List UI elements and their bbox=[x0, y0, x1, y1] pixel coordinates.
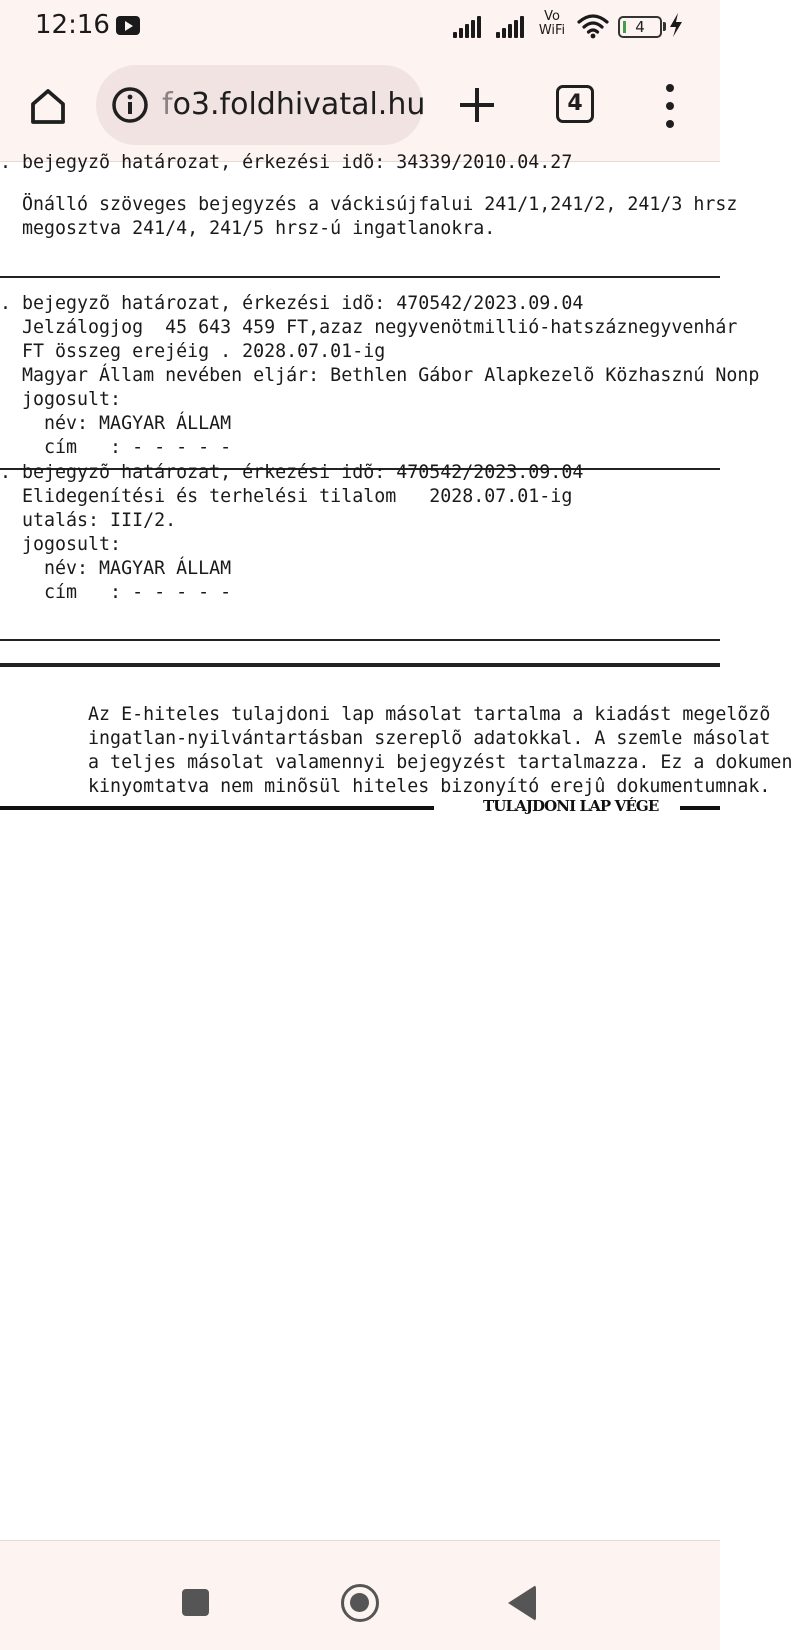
footer-note-line: kinyomtatva nem minõsül hiteles bizonyító erejû dokumentumnak. bbox=[0, 776, 771, 797]
doc-line: Önálló szöveges bejegyzés a váckisújfalui 241/1,241/2, 241/3 hrsz bbox=[0, 194, 738, 215]
vowifi-top-text: Vo bbox=[544, 9, 560, 24]
battery-tip bbox=[663, 22, 666, 31]
doc-line: Magyar Állam nevében eljár: Bethlen Gábor Alapkezelõ Közhasznú Nonp bbox=[0, 365, 760, 386]
new-tab-button[interactable] bbox=[452, 80, 502, 130]
tab-count: 4 bbox=[567, 91, 583, 116]
end-rule-left bbox=[0, 806, 434, 810]
section-divider-thick bbox=[0, 663, 720, 667]
url-main-text: o3.foldhivatal.hu bbox=[172, 87, 426, 122]
info-icon[interactable] bbox=[110, 85, 150, 125]
home-icon bbox=[28, 86, 68, 126]
more-vert-icon[interactable] bbox=[660, 82, 680, 130]
doc-line: FT összeg erejéig . 2028.07.01-ig bbox=[0, 341, 386, 362]
end-of-sheet-label: TULAJDONI LAP VÉGE bbox=[483, 797, 659, 815]
doc-line: név: MAGYAR ÁLLAM bbox=[0, 413, 232, 434]
address-bar[interactable] bbox=[96, 65, 426, 145]
section-divider bbox=[0, 276, 720, 278]
browser-chrome bbox=[0, 0, 720, 162]
back-triangle-icon[interactable] bbox=[508, 1585, 536, 1621]
section-divider bbox=[0, 639, 720, 641]
footer-note-line: ingatlan-nyilvántartásban szereplõ adatokkal. A szemle másolat bbox=[0, 728, 771, 749]
doc-line: megosztva 241/4, 241/5 hrsz-ú ingatlanokra. bbox=[0, 218, 496, 239]
status-bar bbox=[0, 0, 720, 52]
wifi-icon bbox=[577, 13, 609, 39]
doc-line: Elidegenítési és terhelési tilalom 2028.07.01-ig bbox=[0, 486, 573, 507]
doc-line-cut: . bejegyzõ határozat, érkezési idõ: 34339/2010.04.27 bbox=[0, 152, 573, 173]
tab-switcher-button[interactable] bbox=[556, 85, 594, 123]
youtube-icon bbox=[116, 16, 140, 35]
footer-note-line: a teljes másolat valamennyi bejegyzést tartalmazza. Ez a dokumen bbox=[0, 752, 792, 773]
status-time: 12:16 bbox=[35, 10, 110, 40]
signal-icon bbox=[494, 12, 530, 38]
doc-line: név: MAGYAR ÁLLAM bbox=[0, 558, 232, 579]
doc-line: . bejegyzõ határozat, érkezési idõ: 470542/2023.09.04 bbox=[0, 293, 584, 314]
battery-icon bbox=[618, 16, 662, 38]
doc-line: utalás: III/2. bbox=[0, 510, 177, 531]
doc-line: cím : - - - - - bbox=[0, 437, 232, 458]
doc-line: jogosult: bbox=[0, 389, 122, 410]
charging-bolt-icon bbox=[668, 12, 684, 38]
doc-line: cím : - - - - - bbox=[0, 582, 232, 603]
doc-line: . bejegyzõ határozat, érkezési idõ: 470542/2023.09.04 bbox=[0, 462, 584, 483]
home-button[interactable] bbox=[22, 80, 74, 132]
document-view bbox=[0, 152, 792, 1538]
battery-fill bbox=[623, 21, 626, 33]
footer-note-line: Az E-hiteles tulajdoni lap másolat tartalma a kiadást megelõzõ bbox=[0, 704, 771, 725]
browser-toolbar bbox=[0, 60, 720, 150]
battery-level: 4 bbox=[635, 18, 645, 36]
doc-line: Jelzálogjog 45 643 459 FT,azaz negyvenötmillió-hatszáznegyvenhár bbox=[0, 317, 738, 338]
system-nav-bar bbox=[0, 1540, 720, 1650]
doc-line: jogosult: bbox=[0, 534, 122, 555]
recents-square-icon[interactable] bbox=[182, 1589, 209, 1616]
home-circle-icon[interactable] bbox=[341, 1584, 379, 1622]
vowifi-bottom-text: WiFi bbox=[538, 23, 566, 38]
end-rule-right bbox=[680, 806, 720, 810]
url-faded-text: f bbox=[162, 87, 173, 122]
vowifi-icon bbox=[536, 10, 568, 38]
url-text[interactable] bbox=[162, 85, 425, 125]
signal-icon bbox=[451, 12, 487, 38]
